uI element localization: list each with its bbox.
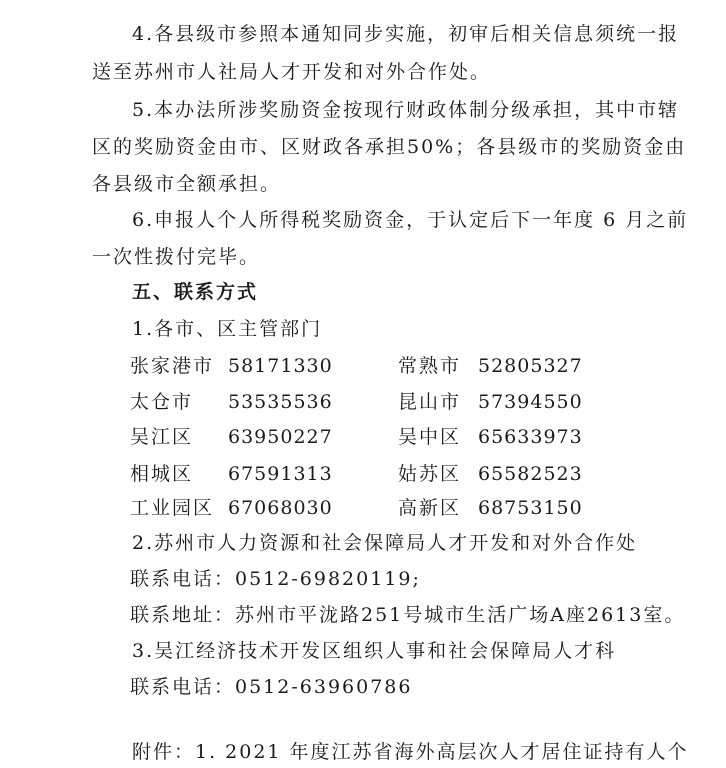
contact-right-phone: 68753150 [478, 497, 583, 519]
section5-sub2-phone: 联系电话：0512-69820119; [130, 568, 421, 590]
contact-left-phone: 53535536 [228, 391, 333, 413]
contact-left-phone: 58171330 [228, 355, 333, 377]
contact-right-phone: 65582523 [478, 463, 583, 485]
contact-right-name: 常熟市 [398, 355, 462, 377]
contact-right-phone: 65633973 [478, 426, 583, 448]
para6-line2: 一次性拨付完毕。 [92, 246, 261, 268]
section5-sub3-phone: 联系电话：0512-63960786 [130, 676, 413, 698]
contact-right-name: 姑苏区 [398, 463, 462, 485]
para4-line1: 4.各县级市参照本通知同步实施，初审后相关信息须统一报 [132, 23, 680, 45]
contact-left-name: 吴江区 [130, 426, 194, 448]
contact-left-name: 太仓市 [130, 391, 194, 413]
contact-left-phone: 67591313 [228, 463, 333, 485]
para5-line2: 区的奖励资金由市、区财政各承担50%；各县级市的奖励资金由 [92, 136, 687, 158]
section5-sub1: 1.各市、区主管部门 [132, 318, 323, 340]
attachment-line: 附件：1. 2021 年度江苏省海外高层次人才居住证持有人个 [132, 741, 689, 763]
contact-left-phone: 67068030 [228, 497, 333, 519]
contact-right-phone: 57394550 [478, 391, 583, 413]
contact-right-phone: 52805327 [478, 355, 583, 377]
section5-heading: 五、联系方式 [132, 281, 259, 303]
contact-right-name: 昆山市 [398, 391, 462, 413]
contact-left-phone: 63950227 [228, 426, 333, 448]
para6-line1: 6.申报人个人所得税奖励资金，于认定后下一年度 6 月之前 [132, 209, 689, 231]
para5-line1: 5.本办法所涉奖励资金按现行财政体制分级承担，其中市辖 [132, 99, 680, 121]
section5-sub2: 2.苏州市人力资源和社会保障局人才开发和对外合作处 [132, 532, 638, 554]
section5-sub3: 3.吴江经济技术开发区组织人事和社会保障局人才科 [132, 640, 617, 662]
para4-line2: 送至苏州市人社局人才开发和对外合作处。 [92, 61, 492, 83]
para5-line3: 各县级市全额承担。 [92, 173, 282, 195]
contact-right-name: 吴中区 [398, 426, 462, 448]
contact-left-name: 工业园区 [130, 497, 215, 519]
contact-right-name: 高新区 [398, 497, 462, 519]
contact-left-name: 相城区 [130, 463, 194, 485]
section5-sub2-address: 联系地址：苏州市平泷路251号城市生活广场A座2613室。 [130, 604, 686, 626]
contact-left-name: 张家港市 [130, 355, 215, 377]
